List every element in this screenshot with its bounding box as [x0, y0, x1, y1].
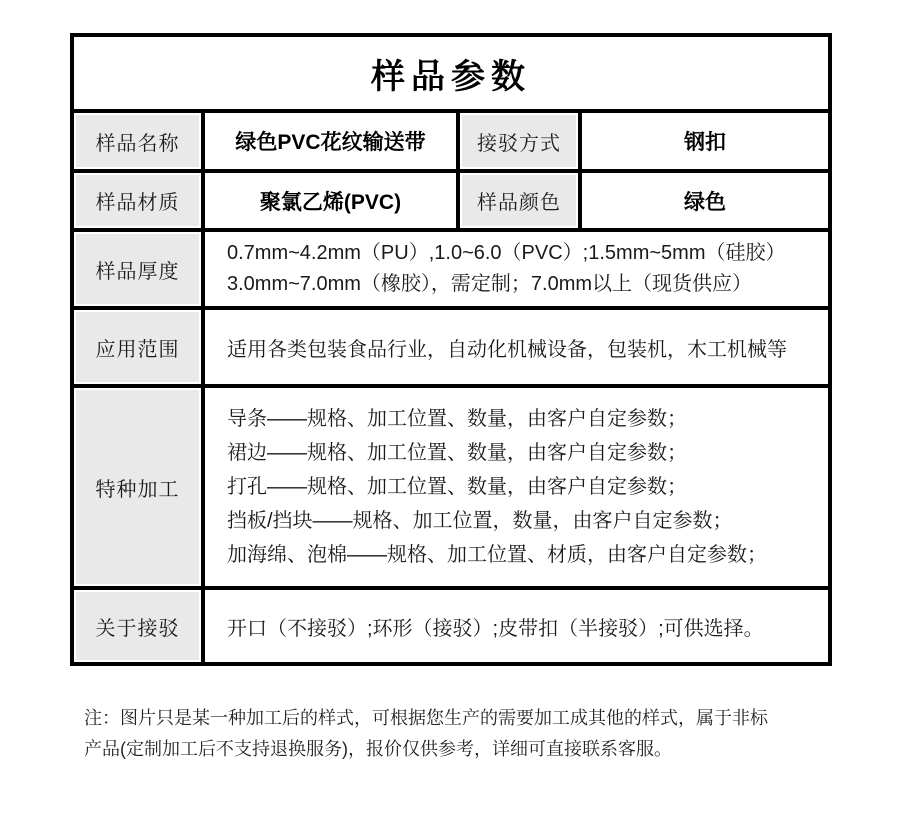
- row-thickness: [72, 230, 830, 308]
- value-sample-material: 聚氯乙烯(PVC): [203, 171, 458, 230]
- thickness-line-2: 3.0mm~7.0mm（橡胶），需定制；7.0mm以上（现货供应）: [227, 273, 753, 295]
- footnote: [84, 703, 840, 765]
- value-sample-color: 绿色: [580, 171, 830, 230]
- title-row: [72, 35, 830, 111]
- label-sample-material: 样品材质: [72, 171, 203, 230]
- special-line-guide-strip: 导条——规格、加工位置、数量，由客户自定参数；: [227, 408, 687, 430]
- value-special-processing: [203, 386, 830, 588]
- value-thickness: [203, 230, 830, 308]
- row-application: [72, 308, 830, 386]
- label-special-processing: 特种加工: [72, 386, 203, 588]
- label-sample-color: 样品颜色: [458, 171, 580, 230]
- footnote-line-1: 注：图片只是某一种加工后的样式，可根据您生产的需要加工成其他的样式，属于非标: [84, 708, 768, 728]
- row-special-processing: [72, 386, 830, 588]
- thickness-line-1: 0.7mm~4.2mm（PU）,1.0~6.0（PVC）;1.5mm~5mm（硅胶）: [227, 242, 786, 264]
- special-line-skirt: 裙边——规格、加工位置、数量，由客户自定参数；: [227, 442, 687, 464]
- special-line-punching: 打孔——规格、加工位置、数量，由客户自定参数；: [227, 476, 687, 498]
- row-sample-material: [72, 171, 830, 230]
- footnote-line-2: 产品(定制加工后不支持退换服务)，报价仅供参考，详细可直接联系客服。: [84, 739, 672, 759]
- value-about-joint: 开口（不接驳）;环形（接驳）;皮带扣（半接驳）;可供选择。: [203, 588, 830, 664]
- row-about-joint: [72, 588, 830, 664]
- table-title: 样品参数: [72, 35, 830, 111]
- row-sample-name: [72, 111, 830, 171]
- label-application: 应用范围: [72, 308, 203, 386]
- value-joint-type: 钢扣: [580, 111, 830, 171]
- label-joint-type: 接驳方式: [458, 111, 580, 171]
- special-line-sponge-foam: 加海绵、泡棉——规格、加工位置、材质，由客户自定参数；: [227, 544, 767, 566]
- label-sample-name: 样品名称: [72, 111, 203, 171]
- value-application: 适用各类包装食品行业，自动化机械设备，包装机，木工机械等: [203, 308, 830, 386]
- label-thickness: 样品厚度: [72, 230, 203, 308]
- label-about-joint: 关于接驳: [72, 588, 203, 664]
- spec-table: [70, 33, 832, 666]
- special-line-baffle: 挡板/挡块——规格、加工位置，数量，由客户自定参数；: [227, 510, 733, 532]
- value-sample-name: 绿色PVC花纹输送带: [203, 111, 458, 171]
